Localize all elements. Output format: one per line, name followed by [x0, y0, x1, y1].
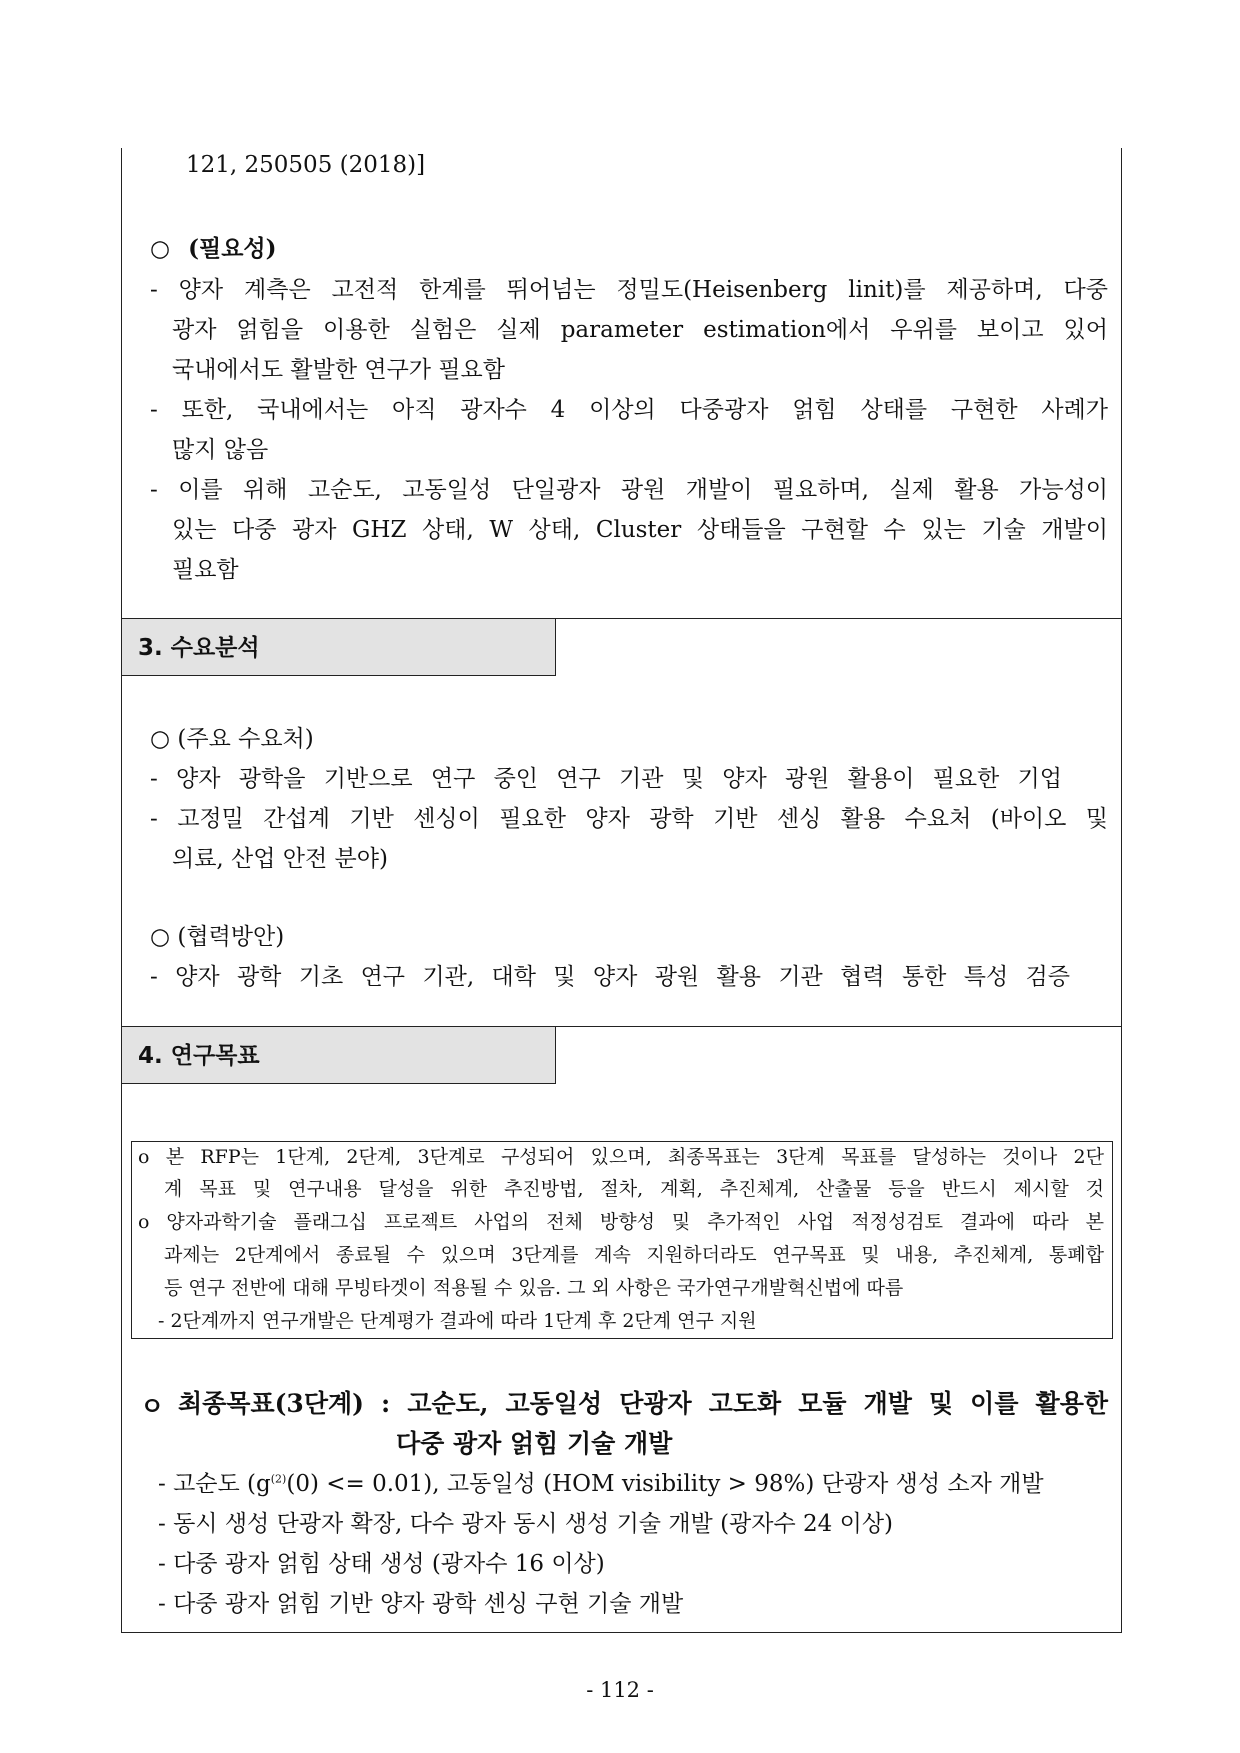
goal-item-superscript: (2) [270, 1472, 287, 1486]
necessity-heading-text: (필요성) [188, 235, 277, 262]
goal-item-text: - 고순도 (g [158, 1471, 271, 1497]
demand-line: - 고정밀 간섭계 기반 센싱이 필요한 양자 광학 기반 센싱 활용 수요처 (바이오 및 [150, 806, 1108, 832]
demand-heading: ○ (주요 수요처) [150, 726, 314, 752]
page-number: - 112 - [586, 1678, 654, 1702]
reference-continuation: 121, 250505 (2018)] [186, 152, 426, 178]
necessity-line: - 또한, 국내에서는 아직 광자수 4 이상의 다중광자 얽힘 상태를 구현한 사례가 [150, 397, 1108, 423]
necessity-line: 필요함 [172, 557, 239, 583]
goal-item-text: (0) <= 0.01), 고동일성 (HOM visibility > 98%) 단광자 생성 소자 개발 [286, 1471, 1044, 1497]
notice-line: o 본 RFP는 1단계, 2단계, 3단계로 구성되어 있으며, 최종목표는 3단계 목표를 달성하는 것이나 2단 [138, 1146, 1104, 1168]
section-3-heading: 3. 수요분석 [122, 618, 556, 676]
notice-line: - 2단계까지 연구개발은 단계평가 결과에 따라 1단계 후 2단계 연구 지원 [158, 1310, 757, 1332]
notice-line: 과제는 2단계에서 종료될 수 있으며 3단계를 계속 지원하더라도 연구목표 및 내용, 추진체계, 통폐합 [164, 1244, 1104, 1266]
section-4-heading: 4. 연구목표 [122, 1026, 556, 1084]
final-goal-line: 최종목표(3단계) : 고순도, 고동일성 단광자 고도화 모듈 개발 및 이를 활용한 [178, 1389, 1108, 1418]
goal-item: - 동시 생성 단광자 확장, 다수 광자 동시 생성 기술 개발 (광자수 24 이상) [158, 1511, 894, 1537]
necessity-line: 많지 않음 [172, 437, 269, 463]
necessity-line: 국내에서도 활발한 연구가 필요함 [172, 357, 505, 383]
goal-item: - 다중 광자 얽힘 기반 양자 광학 센싱 구현 기술 개발 [158, 1591, 684, 1617]
cooperation-heading: ○ (협력방안) [150, 924, 285, 950]
necessity-heading [150, 230, 277, 263]
goal-item [158, 1465, 1044, 1498]
necessity-line: - 양자 계측은 고전적 한계를 뛰어넘는 정밀도(Heisenberg linit)를 제공하며, 다중 [150, 277, 1108, 303]
final-goal-line: 다중 광자 얽힘 기술 개발 [396, 1429, 673, 1458]
notice-line: 등 연구 전반에 대해 무빙타겟이 적용될 수 있음. 그 외 사항은 국가연구개발혁신법에 따름 [164, 1277, 904, 1299]
goal-item: - 다중 광자 얽힘 상태 생성 (광자수 16 이상) [158, 1551, 605, 1577]
demand-line: - 양자 광학을 기반으로 연구 중인 연구 기관 및 양자 광원 활용이 필요한 기업 [150, 766, 1062, 792]
bullet-icon: ○ [150, 235, 171, 262]
goal-bullet-icon: ㅇ [140, 1392, 165, 1421]
necessity-line: 있는 다중 광자 GHZ 상태, W 상태, Cluster 상태들을 구현할 수 있는 기술 개발이 [172, 517, 1108, 543]
cooperation-line: - 양자 광학 기초 연구 기관, 대학 및 양자 광원 활용 기관 협력 통한 특성 검증 [150, 964, 1070, 990]
necessity-line: - 이를 위해 고순도, 고동일성 단일광자 광원 개발이 필요하며, 실제 활용 가능성이 [150, 477, 1108, 503]
notice-line: 계 목표 및 연구내용 달성을 위한 추진방법, 절차, 계획, 추진체계, 산출물 등을 반드시 제시할 것 [164, 1178, 1104, 1200]
notice-line: o 양자과학기술 플래그십 프로젝트 사업의 전체 방향성 및 추가적인 사업 적정성검토 결과에 따라 본 [138, 1211, 1104, 1233]
necessity-line: 광자 얽힘을 이용한 실험은 실제 parameter estimation에서 우위를 보이고 있어 [172, 317, 1108, 343]
demand-line: 의료, 산업 안전 분야) [172, 846, 388, 872]
